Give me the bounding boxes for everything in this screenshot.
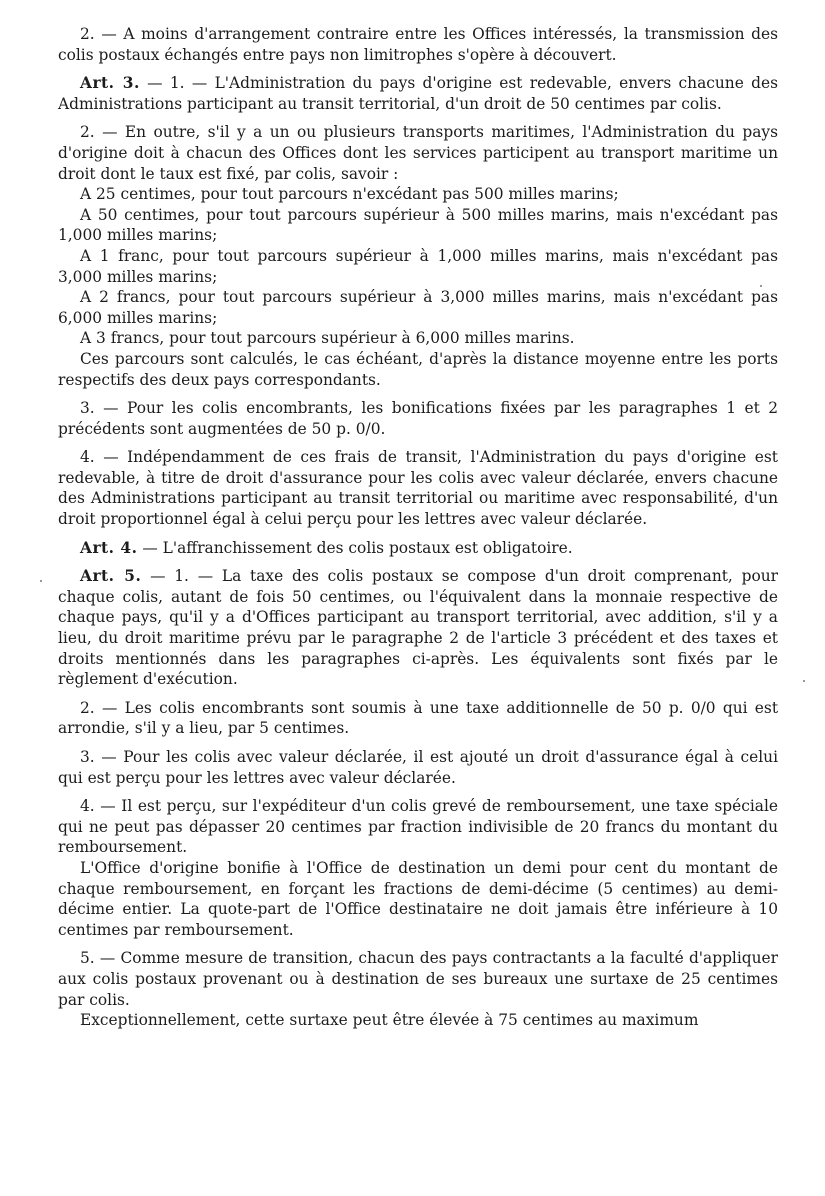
article-label: Art. 3. xyxy=(80,74,140,93)
scan-speck xyxy=(40,580,42,582)
paragraph-droit-assurance xyxy=(58,747,778,788)
rate-item xyxy=(58,246,778,287)
scan-speck xyxy=(760,285,762,287)
paragraph-text: Exceptionnellement, cette surtaxe peut être élevée à 75 centimes au maximum xyxy=(80,1011,699,1030)
article-label: Art. 4. xyxy=(80,538,138,557)
rate-item xyxy=(58,287,778,328)
paragraph-taxe-additionnelle xyxy=(58,698,778,739)
paragraph-text: L'Office d'origine bonifie à l'Office de destination un demi pour cent du montant de chaque remboursement, en forçant les fractions de demi-décime (5 centimes) au demi-décime entier. La quote-part de l'Office destinataire ne doit jamais être inférieure à 10 centimes par remboursement. xyxy=(58,858,778,939)
rate-note xyxy=(58,349,778,390)
paragraph-art-3 xyxy=(58,73,778,114)
rate-text: Ces parcours sont calculés, le cas échéant, d'après la distance moyenne entre les ports respectifs des deux pays correspondants. xyxy=(58,349,778,389)
article-label: Art. 5. xyxy=(80,567,142,586)
paragraph-bonification xyxy=(58,858,778,940)
rate-text: A 1 franc, pour tout parcours supérieur à 1,000 milles marins, mais n'excédant pas 3,000 milles marins; xyxy=(58,246,778,286)
rate-text: A 25 centimes, pour tout parcours n'excédant pas 500 milles marins; xyxy=(80,185,619,204)
rate-text: A 2 francs, pour tout parcours supérieur à 3,000 milles marins, mais n'excédant pas 6,000 milles marins; xyxy=(58,288,778,327)
paragraph-text: 2. — Les colis encombrants sont soumis à une taxe additionnelle de 50 p. 0/0 qui est arrondie, s'il y a lieu, par 5 centimes. xyxy=(58,698,778,738)
paragraph-transition xyxy=(58,948,778,1010)
rate-item xyxy=(58,184,778,205)
rate-item xyxy=(58,328,778,349)
paragraph-transmission xyxy=(58,24,778,65)
rate-list xyxy=(58,184,778,390)
paragraph-text: 2. — En outre, s'il y a un ou plusieurs transports maritimes, l'Administration du pays d'origine doit à chacun des Offices dont les services participent au transport maritime un droit dont le taux est fixé, par colis, savoir : xyxy=(58,123,778,183)
paragraph-text: 3. — Pour les colis avec valeur déclarée, il est ajouté un droit d'assurance égal à celui qui est perçu pour les lettres avec valeur déclarée. xyxy=(58,748,778,787)
paragraph-text: 3. — Pour les colis encombrants, les bonifications fixées par les paragraphes 1 et 2 précédents sont augmentées de 50 p. 0/0. xyxy=(58,399,778,438)
rate-text: A 50 centimes, pour tout parcours supérieur à 500 milles marins, mais n'excédant pas 1,000 milles marins; xyxy=(58,205,778,245)
paragraph-text: — L'affranchissement des colis postaux est obligatoire. xyxy=(137,538,573,557)
document-page xyxy=(58,24,778,1031)
paragraph-assurance xyxy=(58,447,778,529)
paragraph-encombrants xyxy=(58,398,778,439)
paragraph-text: 4. — Il est perçu, sur l'expéditeur d'un colis grevé de remboursement, une taxe spéciale qui ne peut pas dépasser 20 centimes par fraction indivisible de 20 francs du montant du remboursement. xyxy=(58,797,778,857)
paragraph-art-4 xyxy=(58,538,778,559)
paragraph-remboursement xyxy=(58,796,778,858)
paragraph-text: — 1. — L'Administration du pays d'origine est redevable, envers chacune des Administrations participant au transit territorial, d'un droit de 50 centimes par colis. xyxy=(58,74,778,113)
rate-item xyxy=(58,205,778,246)
paragraph-text: 2. — A moins d'arrangement contraire entre les Offices intéressés, la transmission des colis postaux échangés entre pays non limitrophes s'opère à découvert. xyxy=(58,25,778,64)
paragraph-text: 4. — Indépendamment de ces frais de transit, l'Administration du pays d'origine est redevable, à titre de droit d'assurance pour les colis avec valeur déclarée, envers chacune des Administrations participant au transit territorial ou maritime avec responsabilité, d'un droit proportionnel égal à celui perçu pour les lettres avec valeur déclarée. xyxy=(58,448,778,529)
paragraph-exception xyxy=(58,1010,778,1031)
paragraph-text: 5. — Comme mesure de transition, chacun des pays contractants a la faculté d'appliquer aux colis postaux provenant ou à destination de ses bureaux une surtaxe de 25 centimes par colis. xyxy=(58,949,778,1009)
paragraph-text: — 1. — La taxe des colis postaux se compose d'un droit comprenant, pour chaque colis, autant de fois 50 centimes, ou l'équivalent dans la monnaie respective de chaque pays, qu'il y a d'Offices participant au transport territorial, avec addition, s'il y a lieu, du droit maritime prévu par le paragraphe 2 de l'article 3 précédent et des taxes et droits mentionnés dans les paragraphes ci-après. Les équivalents sont fixés par le règlement d'exécution. xyxy=(58,567,778,689)
scan-speck xyxy=(803,680,805,682)
paragraph-art-5 xyxy=(58,566,778,690)
paragraph-maritime xyxy=(58,122,778,184)
rate-text: A 3 francs, pour tout parcours supérieur à 6,000 milles marins. xyxy=(80,329,575,348)
